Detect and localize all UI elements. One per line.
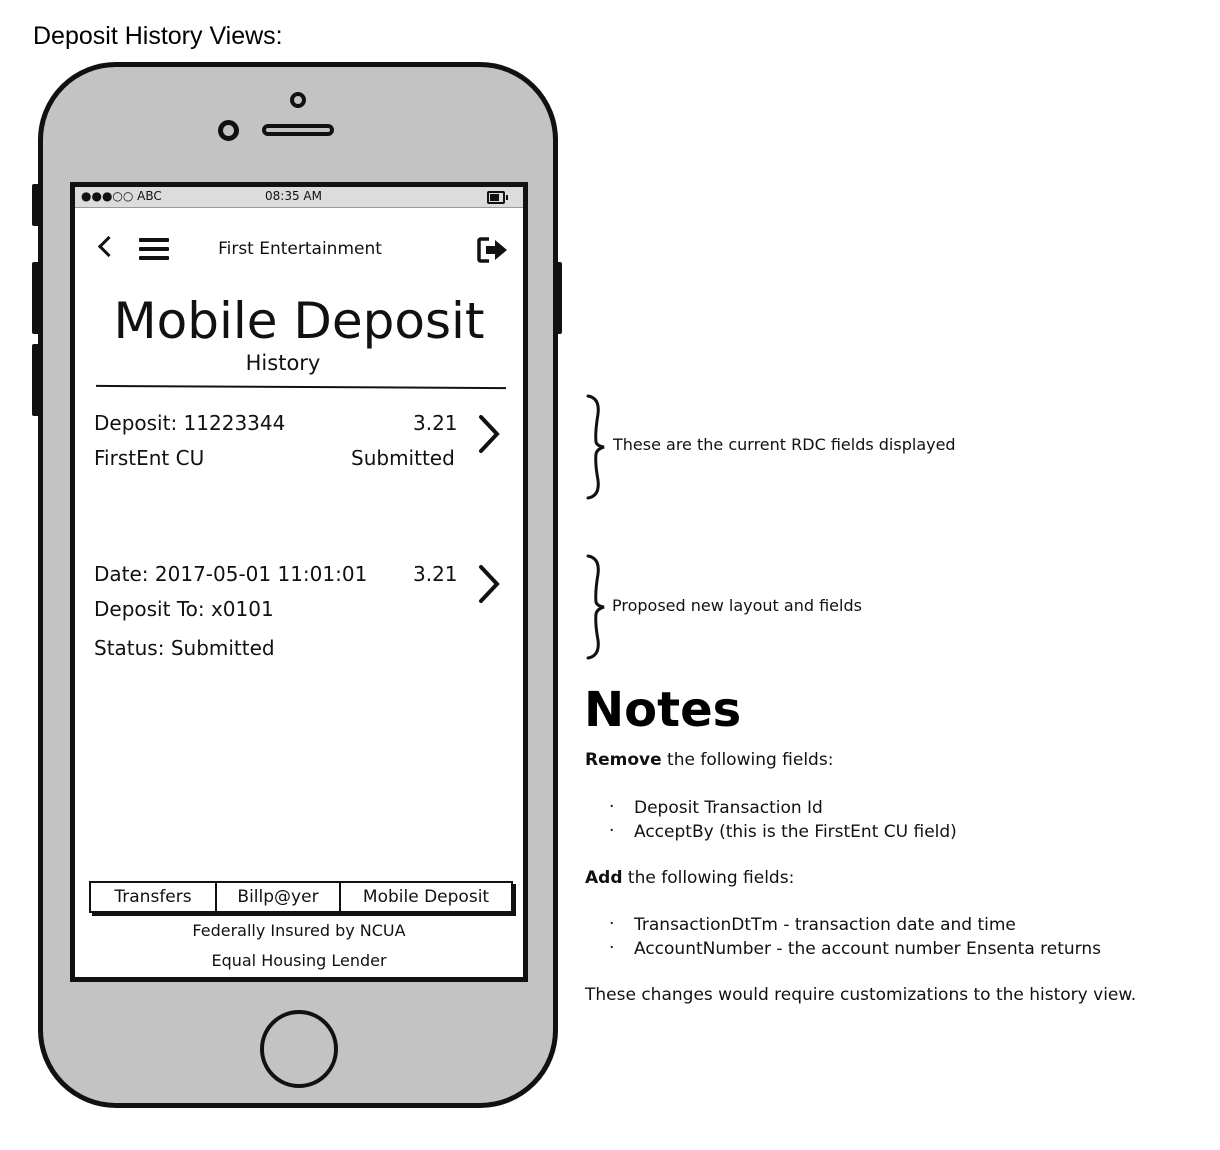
front-camera-icon	[290, 92, 306, 108]
deposit-row-proposed[interactable]	[91, 557, 511, 667]
battery-icon	[487, 191, 505, 204]
speaker-grille-icon	[262, 124, 334, 136]
chevron-left-icon[interactable]	[98, 236, 119, 257]
notes-title: Notes	[584, 682, 742, 738]
deposit-institution: FirstEnt CU	[94, 446, 205, 470]
tab-mobile-deposit[interactable]: Mobile Deposit	[362, 887, 490, 907]
add-heading-text: the following fields:	[622, 868, 795, 888]
remove-heading-bold: Remove	[585, 750, 662, 770]
add-item: AccountNumber - the account number Ensenta returns	[634, 939, 1101, 959]
title-divider	[96, 385, 506, 389]
deposit-amount: 3.21	[413, 562, 458, 586]
bullet-dot: ·	[609, 797, 615, 817]
bullet-dot: ·	[609, 821, 615, 841]
screen-title: Mobile Deposit	[113, 292, 485, 350]
status-time: 08:35 AM	[265, 189, 322, 203]
annotation-proposed-fields: Proposed new layout and fields	[612, 596, 862, 615]
hamburger-menu-icon[interactable]	[139, 237, 169, 261]
chevron-right-icon	[471, 563, 505, 605]
tab-billpayer[interactable]: Billp@yer	[237, 887, 319, 907]
deposit-status: Status: Submitted	[94, 636, 275, 660]
bullet-dot: ·	[609, 914, 615, 934]
annotation-current-fields: These are the current RDC fields displayed	[613, 435, 956, 454]
logout-icon[interactable]	[477, 236, 509, 264]
app-name: First Entertainment	[218, 239, 382, 259]
deposit-date: Date: 2017-05-01 11:01:01	[94, 562, 368, 586]
remove-item: AcceptBy (this is the FirstEnt CU field)	[634, 822, 957, 842]
status-bar	[75, 187, 523, 208]
add-heading	[585, 868, 794, 888]
add-item: TransactionDtTm - transaction date and time	[634, 915, 1016, 935]
remove-heading-text: the following fields:	[661, 750, 834, 770]
deposit-status: Submitted	[351, 446, 455, 470]
screen-subtitle: History	[245, 351, 321, 375]
sensor-icon	[218, 120, 239, 141]
remove-item: Deposit Transaction Id	[634, 798, 823, 818]
notes-conclusion: These changes would require customizations to the history view.	[585, 985, 1137, 1005]
tab-bar	[89, 881, 513, 913]
deposit-row-current[interactable]	[91, 405, 511, 475]
page-title: Deposit History Views:	[33, 22, 283, 50]
curly-brace-current	[582, 392, 612, 502]
bullet-dot: ·	[609, 938, 615, 958]
footer-ncua: Federally Insured by NCUA	[192, 921, 406, 940]
phone-screen	[70, 182, 528, 982]
add-heading-bold: Add	[585, 868, 623, 888]
curly-brace-proposed	[582, 552, 612, 662]
deposit-id: Deposit: 11223344	[94, 411, 286, 435]
deposit-to-account: Deposit To: x0101	[94, 597, 274, 621]
carrier-signal: ●●●○○ ABC	[81, 189, 162, 203]
footer-housing: Equal Housing Lender	[211, 951, 387, 970]
remove-heading	[585, 750, 833, 770]
deposit-amount: 3.21	[413, 411, 458, 435]
chevron-right-icon	[471, 413, 505, 455]
tab-transfers[interactable]: Transfers	[114, 887, 192, 907]
home-button[interactable]	[260, 1010, 338, 1088]
